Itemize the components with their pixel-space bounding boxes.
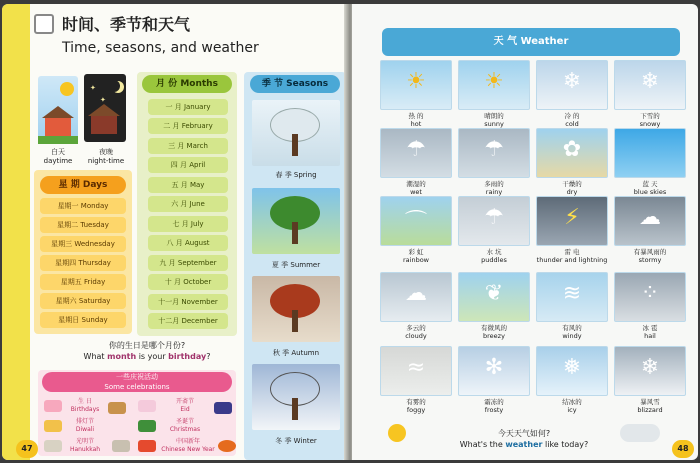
day-item: 星期五 Friday [40, 274, 126, 290]
rain-icon: ☂ [406, 137, 426, 162]
celebration-item [48, 438, 122, 454]
night-caption [82, 148, 130, 166]
autumn-caption: 秋 季 Autumn [272, 349, 320, 357]
moon-icon [108, 80, 120, 92]
weather-en: windy [562, 332, 582, 340]
flower-icon: ✿ [562, 137, 582, 162]
weather-picture [458, 196, 530, 246]
weather-caption [614, 398, 686, 414]
weather-zh: 有风的 [562, 324, 582, 332]
celebration-en: Chinese New Year [161, 446, 215, 453]
weather-zh: 干燥的 [562, 180, 582, 188]
sun-icon [60, 82, 74, 96]
tree-trunk [292, 222, 298, 244]
weather-en: sunny [484, 120, 504, 128]
weather-en: blue skies [633, 188, 667, 196]
tree-trunk [292, 134, 298, 156]
rain-icon: ☂ [484, 137, 504, 162]
summer-caption: 夏 季 Summer [271, 261, 321, 269]
weather-en: icy [567, 406, 577, 414]
house-icon [91, 116, 117, 134]
birthday-question-en-part: ? [206, 352, 211, 361]
day-item: 星期二 Tuesday [40, 217, 126, 233]
weather-question-en-part: like today? [545, 440, 589, 449]
umbrella-icon: ☂ [484, 205, 504, 230]
house-icon [45, 118, 71, 136]
weather-zh: 水 坑 [486, 248, 502, 256]
tree-trunk [292, 310, 298, 332]
birthday-question-en-part: What [83, 352, 105, 361]
weather-picture [458, 60, 530, 110]
day-item: 星期三 Wednesday [40, 236, 126, 252]
weather-caption [380, 248, 452, 264]
celebration-zh: 中国新年 [175, 438, 200, 445]
page-number: 48 [672, 440, 694, 458]
storm-icon: ☁ [639, 205, 661, 230]
daytime-zh: 白天 [51, 148, 65, 156]
months-title: 月 份 Months [142, 75, 232, 93]
weather-picture [536, 128, 608, 178]
celebrations-title [42, 372, 232, 392]
weather-caption [614, 324, 686, 340]
weather-question-en-bold: weather [505, 440, 543, 449]
seasons-title: 季 节 Seasons [250, 75, 340, 93]
weather-question-en [424, 439, 624, 450]
weather-zh: 晴朗的 [484, 112, 504, 120]
moon-star-icon [214, 402, 232, 414]
cloud-icon [620, 424, 660, 442]
weather-picture [380, 128, 452, 178]
weather-en: blizzard [637, 406, 663, 414]
spring-picture [252, 100, 340, 166]
month-item: 二 月 February [148, 118, 228, 134]
daytime-picture [38, 76, 78, 144]
weather-zh: 潮湿的 [406, 180, 426, 188]
rainbow-icon: ⌒ [404, 210, 427, 235]
weather-zh: 霜冻的 [484, 398, 504, 406]
celebration-en: Hanukkah [69, 446, 101, 453]
weather-zh: 冰 雹 [642, 324, 658, 332]
weather-zh: 有雾的 [406, 398, 426, 406]
month-item: 十 月 October [148, 274, 228, 290]
cake-icon [108, 402, 126, 414]
celebration-zh: 圣诞节 [175, 418, 194, 425]
weather-caption [536, 248, 608, 264]
night-en: night-time [87, 157, 125, 165]
sun-icon: ☀ [484, 69, 504, 94]
weather-en: rainy [485, 188, 503, 196]
birthday-question [62, 340, 232, 362]
weather-caption [458, 398, 530, 414]
month-item: 七 月 July [148, 216, 228, 232]
weather-caption [380, 398, 452, 414]
celebration-en: Diwali [75, 426, 95, 433]
left-page [2, 4, 348, 460]
weather-picture [614, 128, 686, 178]
hail-icon: ⁘ [640, 281, 660, 306]
daytime-caption [34, 148, 82, 166]
month-item: 一 月 January [148, 99, 228, 115]
weather-picture [614, 60, 686, 110]
birthday-question-en-bold: birthday [168, 352, 207, 361]
month-item: 九 月 September [148, 255, 228, 271]
weather-picture [536, 346, 608, 396]
snowflake-icon: ❄ [562, 69, 582, 94]
summer-picture [252, 188, 340, 254]
weather-caption [614, 180, 686, 196]
nighttime-picture [84, 74, 126, 142]
days-panel [34, 170, 132, 334]
weather-zh: 多云的 [406, 324, 426, 332]
celebration-item [148, 418, 222, 434]
weather-picture [458, 272, 530, 322]
month-item: 六 月 June [148, 196, 228, 212]
weather-picture [614, 272, 686, 322]
weather-caption [536, 398, 608, 414]
month-item: 五 月 May [148, 177, 228, 193]
celebration-en: Birthdays [70, 406, 100, 413]
celebrations-title-en: Some celebrations [104, 383, 170, 391]
weather-caption [536, 324, 608, 340]
weather-question [424, 428, 624, 450]
weather-en: rainbow [403, 256, 429, 264]
sun-icon [388, 424, 406, 442]
weather-zh: 热 的 [408, 112, 424, 120]
wind-icon: ≋ [562, 281, 582, 306]
celebration-zh: 光明节 [75, 438, 94, 445]
celebration-en: Christmas [169, 426, 201, 433]
tree-trunk [292, 398, 298, 420]
weather-caption [380, 112, 452, 128]
days-title: 星 期 Days [40, 176, 126, 194]
weather-picture [380, 346, 452, 396]
weather-question-zh: 今天天气如何? [497, 429, 551, 438]
weather-zh: 蓝 天 [642, 180, 658, 188]
autumn-picture [252, 276, 340, 342]
birthday-question-en-bold: month [107, 352, 137, 361]
leaf-icon: ❦ [484, 281, 504, 306]
weather-zh: 结冰的 [562, 398, 582, 406]
weather-en: wet [410, 188, 422, 196]
page-title-zh: 时间、季节和天气 [62, 15, 191, 34]
fog-icon: ≈ [406, 355, 426, 380]
weather-picture [458, 346, 530, 396]
cloud-icon: ☁ [405, 281, 427, 306]
page-title-en: Time, seasons, and weather [62, 40, 259, 56]
weather-picture [458, 128, 530, 178]
lantern-icon [218, 440, 236, 452]
weather-picture [536, 272, 608, 322]
weather-en: foggy [406, 406, 426, 414]
weather-picture [614, 346, 686, 396]
celebration-zh: 生 日 [78, 398, 92, 405]
ice-icon: ❅ [562, 355, 582, 380]
day-item: 星期一 Monday [40, 198, 126, 214]
weather-zh: 有微风的 [481, 324, 507, 332]
weather-en: puddles [481, 256, 507, 264]
weather-zh: 冷 的 [564, 112, 580, 120]
weather-picture [536, 196, 608, 246]
birthday-question-en-part: is your [138, 352, 166, 361]
weather-caption [458, 324, 530, 340]
birthday-question-zh: 你的生日是哪个月份? [108, 341, 186, 350]
month-item: 四 月 April [148, 157, 228, 173]
blizzard-icon: ❄ [640, 355, 660, 380]
weather-en: cold [565, 120, 579, 128]
star-icon: ✦ [100, 96, 106, 104]
celebration-zh: 排灯节 [75, 418, 94, 425]
weather-en: thunder and lightning [536, 256, 608, 264]
page-number: 47 [16, 440, 38, 458]
weather-caption [458, 112, 530, 128]
month-item: 八 月 August [148, 235, 228, 251]
month-item: 十二月 December [148, 313, 228, 329]
weather-zh: 多雨的 [484, 180, 504, 188]
night-zh: 夜晚 [99, 148, 113, 156]
weather-picture [536, 60, 608, 110]
weather-picture [614, 196, 686, 246]
birthday-question-en [62, 351, 232, 362]
celebrations-title-zh: 一些庆祝活动 [116, 373, 158, 381]
weather-zh: 彩 虹 [408, 248, 424, 256]
winter-picture [252, 364, 340, 430]
weather-caption [614, 248, 686, 264]
lightning-icon: ⚡ [564, 205, 580, 230]
daytime-en: daytime [43, 157, 73, 165]
weather-en: dry [566, 188, 578, 196]
weather-en: cloudy [405, 332, 427, 340]
weather-picture [380, 60, 452, 110]
month-item: 三 月 March [148, 138, 228, 154]
calendar-icon [34, 14, 54, 34]
day-item: 星期日 Sunday [40, 312, 126, 328]
weather-caption [536, 180, 608, 196]
weather-caption [380, 180, 452, 196]
weather-en: hot [410, 120, 422, 128]
weather-picture [380, 272, 452, 322]
weather-question-en-part: What's the [459, 440, 503, 449]
celebration-en: Eid [180, 406, 190, 413]
grass [38, 136, 78, 144]
weather-en: frosty [484, 406, 504, 414]
star-icon: ✦ [90, 84, 96, 92]
day-item: 星期六 Saturday [40, 293, 126, 309]
weather-zh: 有暴风雨的 [633, 248, 667, 256]
celebration-item [148, 398, 222, 414]
celebration-zh: 开斋节 [175, 398, 194, 405]
snowflake-icon: ❄ [640, 69, 660, 94]
weather-caption [458, 180, 530, 196]
weather-en: hail [644, 332, 656, 340]
winter-caption: 冬 季 Winter [275, 437, 317, 445]
weather-en: stormy [638, 256, 662, 264]
weather-title: 天 气 Weather [382, 28, 680, 56]
weather-zh: 暴风雪 [640, 398, 660, 406]
sun-icon: ☀ [406, 69, 426, 94]
celebration-item [48, 418, 122, 434]
weather-caption [458, 248, 530, 264]
celebration-item [148, 438, 228, 454]
spring-caption: 春 季 Spring [275, 171, 317, 179]
right-page [352, 4, 698, 460]
weather-zh: 下雪的 [640, 112, 660, 120]
weather-en: breezy [483, 332, 505, 340]
weather-en: snowy [639, 120, 661, 128]
page-edge-stripe [2, 4, 30, 460]
weather-caption [536, 112, 608, 128]
day-item: 星期四 Thursday [40, 255, 126, 271]
weather-picture [380, 196, 452, 246]
weather-caption [380, 324, 452, 340]
month-item: 十一月 November [148, 294, 228, 310]
weather-caption [614, 112, 686, 128]
weather-zh: 雷 电 [564, 248, 580, 256]
candle-icon [112, 440, 130, 452]
frost-icon: ✻ [484, 355, 504, 380]
